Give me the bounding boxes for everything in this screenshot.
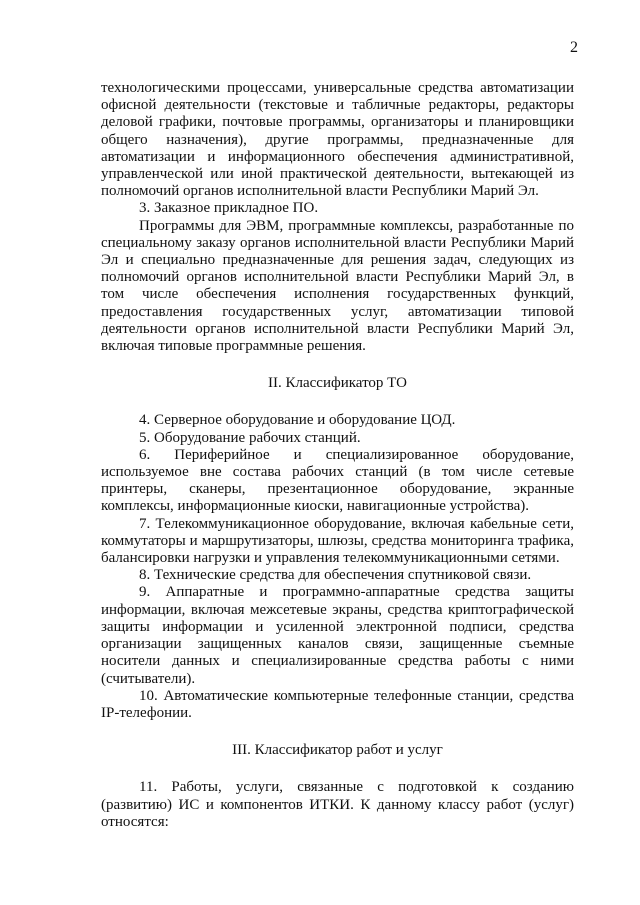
- item-4: 4. Серверное оборудование и оборудование ЦОД.: [139, 412, 456, 429]
- item-9: 9. Аппаратные и программно-аппаратные средства защиты информации, включая межсетевые экраны, средства криптографической защиты информации и усиленной электронной подписи, средства организации защищенных каналов связи, защищенные съемные носители данных и специализированные средства работы с ними (считыватели).: [101, 584, 574, 687]
- item-8: 8. Технические средства для обеспечения спутниковой связи.: [139, 567, 532, 584]
- document-body: [101, 80, 574, 831]
- item-7: 7. Телекоммуникационное оборудование, включая кабельные сети, коммутаторы и маршрутизаторы, шлюзы, средства мониторинга трафика, балансировки нагрузки и управления телекоммуникационными сетями.: [101, 515, 574, 567]
- section-2-items: [101, 412, 574, 722]
- section-2-heading: II. Классификатор ТО: [268, 375, 407, 392]
- item-3-text: Программы для ЭВМ, программные комплексы, разработанные по специальному заказу органов исполнительной власти Республики Марий Эл и специально предназначенные для решения задач, следующих из полномочий органов исполнительной власти Республики Марий Эл, в том числе обеспечения исполнения государственных функций, предоставления государственных услуг, автоматизации типовой деятельности органов исполнительной власти Республики Марий Эл, включая типовые программные решения.: [101, 217, 574, 355]
- paragraph-continuation: технологическими процессами, универсальные средства автоматизации офисной деятельности (текстовые и табличные редакторы, редакторы деловой графики, почтовые программы, организаторы и планировщики общего назначения), другие программы, предназначенные для автоматизации и информационного обеспечения административной, управленческой или иной практической деятельности, вытекающей из полномочий органов исполнительной власти Республики Марий Эл.: [101, 80, 574, 200]
- section-3-heading: III. Классификатор работ и услуг: [232, 742, 443, 759]
- item-11: 11. Работы, услуги, связанные с подготовкой к созданию (развитию) ИС и компонентов ИТКИ. К данному классу работ (услуг) относятся:: [101, 779, 574, 830]
- page-number: 2: [570, 39, 578, 56]
- item-10: 10. Автоматические компьютерные телефонные станции, средства IP-телефонии.: [101, 687, 574, 721]
- item-3-title: 3. Заказное прикладное ПО.: [139, 200, 319, 217]
- item-5: 5. Оборудование рабочих станций.: [139, 429, 361, 446]
- item-6: 6. Периферийное и специализированное оборудование, используемое вне состава рабочих станций (в том числе сетевые принтеры, сканеры, презентационное оборудование, экранные комплексы, информационные киоски, навигационные устройства).: [101, 446, 574, 515]
